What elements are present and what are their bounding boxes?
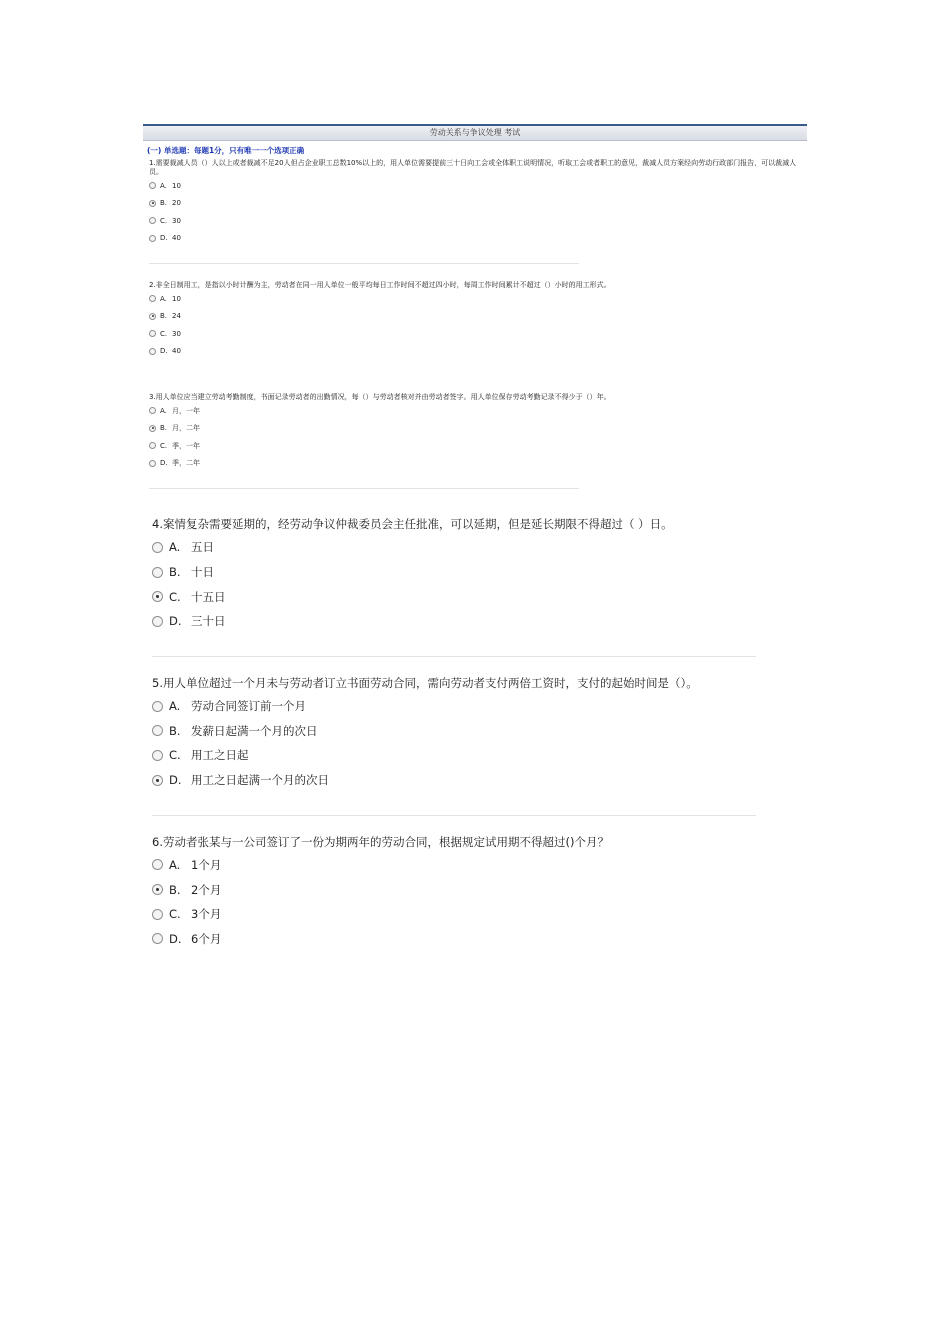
option-letter: D. (160, 459, 168, 468)
question-stem: 1.需要裁减人员（）人以上或者裁减不足20人但占企业职工总数10%以上的，用人单位需要提前三十日向工会或全体职工说明情况，听取工会或者职工的意见，裁减人员方案经向劳动行政部门报告，可以裁减人员。 (149, 159, 797, 176)
window-title: 劳动关系与争议处理 考试 (143, 124, 807, 141)
question-2 (149, 281, 801, 360)
option-letter: D. (169, 773, 182, 788)
option-letter: A. (160, 181, 167, 190)
radio-icon[interactable] (152, 616, 163, 627)
section-title: (一) 单选题：每题1分，只有唯一一个选项正确 (147, 146, 305, 155)
radio-icon[interactable] (149, 460, 156, 467)
option-letter: D. (169, 614, 182, 629)
option-letter: A. (169, 857, 181, 872)
question-stem: 3.用人单位应当建立劳动考勤制度，书面记录劳动者的出勤情况，每（）与劳动者核对并由劳动者签字。用人单位保存劳动考勤记录不得少于（）年。 (149, 393, 611, 401)
radio-selected-icon[interactable] (152, 775, 163, 786)
question-stem: 6.劳动者张某与一公司签订了一份为期两年的劳动合同，根据规定试用期不得超过()个月？ (152, 834, 609, 849)
radio-icon[interactable] (152, 567, 163, 578)
radio-icon[interactable] (149, 217, 156, 224)
radio-icon[interactable] (152, 909, 163, 920)
option-text: 劳动合同签订前一个月 (191, 699, 306, 714)
option-text: 1个月 (191, 857, 222, 872)
question-divider (149, 488, 579, 489)
option-letter: D. (160, 347, 168, 356)
option-d[interactable] (149, 230, 801, 248)
option-text: 季，一年 (172, 441, 200, 450)
option-letter: D. (160, 234, 168, 243)
option-b[interactable] (152, 877, 756, 902)
option-c[interactable] (152, 743, 756, 768)
option-text: 月，二年 (172, 424, 200, 433)
option-letter: B. (160, 424, 168, 433)
option-text: 6个月 (191, 931, 222, 946)
radio-selected-icon[interactable] (152, 884, 163, 895)
question-3 (149, 393, 801, 472)
question-1 (149, 159, 801, 247)
option-c[interactable] (152, 902, 756, 927)
option-letter: A. (169, 699, 181, 714)
option-c[interactable] (149, 437, 801, 455)
question-stem: 5.用人单位超过一个月未与劳动者订立书面劳动合同，需向劳动者支付两倍工资时，支付的起始时间是（）。 (152, 675, 698, 690)
question-5 (152, 672, 756, 793)
radio-icon[interactable] (149, 295, 156, 302)
radio-icon[interactable] (152, 701, 163, 712)
option-text: 十日 (191, 565, 214, 580)
option-letter: C. (169, 589, 181, 604)
option-text: 发薪日起满一个月的次日 (191, 723, 318, 738)
question-stem: 2.非全日制用工，是指以小时计酬为主，劳动者在同一用人单位一般平均每日工作时间不超过四小时，每周工作时间累计不超过（）小时的用工形式。 (149, 281, 611, 289)
option-d[interactable] (149, 455, 801, 473)
option-letter: C. (169, 748, 181, 763)
large-questions (152, 513, 756, 951)
option-d[interactable] (152, 609, 756, 634)
option-text: 2个月 (191, 882, 222, 897)
option-a[interactable] (149, 290, 801, 308)
radio-selected-icon[interactable] (149, 425, 156, 432)
option-letter: C. (160, 329, 168, 338)
option-letter: A. (160, 294, 167, 303)
radio-icon[interactable] (152, 933, 163, 944)
radio-icon[interactable] (149, 442, 156, 449)
option-text: 20 (172, 199, 181, 208)
option-c[interactable] (149, 212, 801, 230)
option-a[interactable] (152, 535, 756, 560)
option-a[interactable] (149, 177, 801, 195)
option-text: 10 (172, 294, 181, 303)
radio-icon[interactable] (149, 407, 156, 414)
option-text: 30 (172, 329, 181, 338)
option-b[interactable] (152, 718, 756, 743)
radio-selected-icon[interactable] (152, 591, 163, 602)
option-a[interactable] (152, 694, 756, 719)
option-b[interactable] (149, 420, 801, 438)
option-text: 30 (172, 216, 181, 225)
option-d[interactable] (152, 927, 756, 952)
option-text: 五日 (191, 540, 214, 555)
option-letter: C. (160, 216, 168, 225)
radio-icon[interactable] (149, 182, 156, 189)
option-a[interactable] (149, 402, 801, 420)
option-text: 十五日 (191, 589, 226, 604)
option-d[interactable] (152, 768, 756, 793)
option-letter: B. (160, 199, 168, 208)
option-letter: C. (160, 441, 168, 450)
exam-frame (143, 124, 807, 489)
option-d[interactable] (149, 343, 801, 361)
option-text: 季，二年 (172, 459, 200, 468)
option-text: 月，一年 (172, 406, 200, 415)
radio-selected-icon[interactable] (149, 313, 156, 320)
option-text: 用工之日起 (191, 748, 249, 763)
option-text: 40 (172, 234, 181, 243)
option-text: 3个月 (191, 907, 222, 922)
option-a[interactable] (152, 853, 756, 878)
option-text: 10 (172, 181, 181, 190)
question-6 (152, 831, 756, 952)
option-text: 用工之日起满一个月的次日 (191, 773, 329, 788)
option-letter: B. (169, 882, 181, 897)
option-text: 24 (172, 312, 181, 321)
option-letter: A. (160, 406, 167, 415)
option-b[interactable] (149, 195, 801, 213)
radio-icon[interactable] (152, 542, 163, 553)
option-c[interactable] (149, 325, 801, 343)
option-c[interactable] (152, 584, 756, 609)
question-stem: 4.案情复杂需要延期的，经劳动争议仲裁委员会主任批准，可以延期，但是延长期限不得超过（ ）日。 (152, 517, 673, 531)
option-b[interactable] (152, 560, 756, 585)
option-letter: B. (169, 723, 181, 738)
option-letter: B. (169, 565, 181, 580)
option-letter: B. (160, 312, 168, 321)
option-text: 40 (172, 347, 181, 356)
option-text: 三十日 (191, 614, 226, 629)
question-4 (152, 513, 756, 634)
radio-icon[interactable] (149, 235, 156, 242)
radio-icon[interactable] (149, 330, 156, 337)
option-letter: A. (169, 540, 181, 555)
option-letter: C. (169, 907, 181, 922)
option-b[interactable] (149, 308, 801, 326)
radio-icon[interactable] (152, 859, 163, 870)
radio-selected-icon[interactable] (149, 200, 156, 207)
radio-icon[interactable] (152, 750, 163, 761)
radio-icon[interactable] (152, 725, 163, 736)
radio-icon[interactable] (149, 348, 156, 355)
option-letter: D. (169, 931, 182, 946)
